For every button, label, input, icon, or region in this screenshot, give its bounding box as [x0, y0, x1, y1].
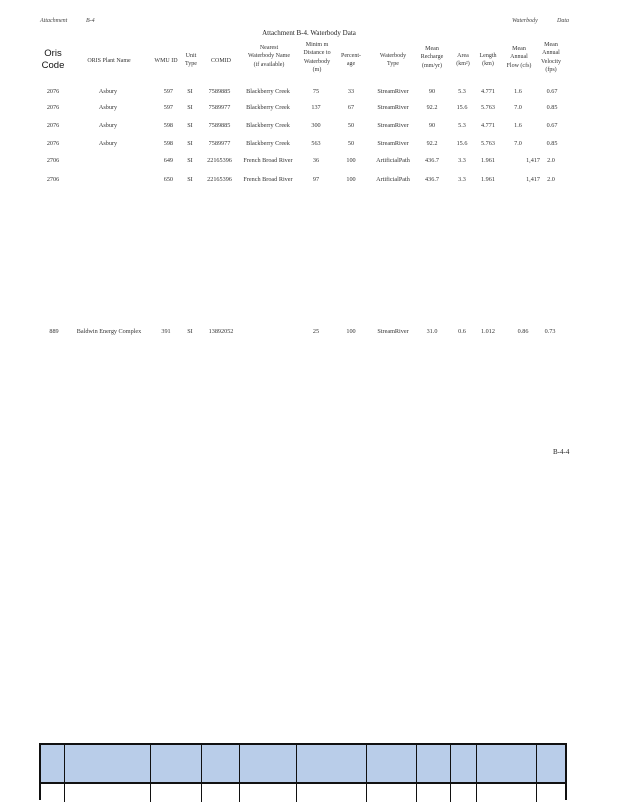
- grid-header-fill: [41, 745, 565, 784]
- cell-comid: 7589885: [208, 122, 231, 129]
- col-header-line: Velocity: [541, 58, 561, 65]
- header-data-word: Data: [557, 18, 569, 24]
- col-header-wtype: [370, 52, 416, 69]
- cell-dist: 75: [312, 88, 320, 95]
- cell-name: Blackberry Creek: [246, 88, 290, 95]
- cell-name: Blackberry Creek: [246, 104, 290, 111]
- cell-wmu: 597: [163, 88, 173, 95]
- col-header-line: Type: [185, 61, 197, 68]
- col-header-line: Mean: [512, 46, 526, 52]
- cell-name: Blackberry Creek: [246, 140, 290, 147]
- col-header-line: Percent-: [341, 53, 361, 59]
- cell-name: French Broad River: [243, 176, 293, 183]
- cell-oris: 2706: [46, 157, 60, 164]
- col-header-area: [452, 52, 474, 69]
- cell-unit: SI: [187, 176, 193, 183]
- col-header-flow: [503, 45, 535, 70]
- cell-wmu: 597: [163, 104, 173, 111]
- grid-divider: [476, 745, 477, 802]
- cell-flow: 1,417: [526, 157, 540, 164]
- cell-recharge: 436.7: [425, 176, 439, 183]
- cell-recharge: 31.0: [426, 328, 438, 335]
- cell-pct: 50: [347, 140, 355, 147]
- col-header-line: Nearest: [259, 45, 279, 51]
- cell-recharge: 436.7: [425, 157, 439, 164]
- cell-comid: 7589977: [208, 104, 231, 111]
- cell-dist: 97: [312, 176, 320, 183]
- col-header-line: (mm/yr): [422, 62, 442, 69]
- col-header-line: Area: [457, 53, 469, 59]
- cell-oris: 2076: [46, 88, 60, 95]
- cell-dist: 25: [312, 328, 320, 335]
- cell-pct: 67: [347, 104, 355, 111]
- col-header-line: Type: [387, 61, 399, 68]
- cell-flow: 1.6: [514, 122, 522, 129]
- col-header-comid: [206, 57, 236, 65]
- col-header-line: (fps): [545, 66, 557, 73]
- cell-wtype: StreamRiver: [377, 88, 409, 95]
- cell-plant: Asbury: [98, 122, 118, 129]
- cell-oris: 2706: [46, 176, 60, 183]
- grid-divider: [366, 745, 367, 802]
- col-header-line: Recharge: [420, 54, 444, 61]
- cell-wtype: StreamRiver: [377, 104, 409, 111]
- table-grid-stub: [39, 743, 567, 800]
- col-header-length: [476, 52, 500, 69]
- cell-pct: 100: [346, 328, 356, 335]
- cell-dist: 300: [311, 122, 321, 129]
- cell-vel: 2.0: [547, 157, 555, 164]
- col-header-nearest: [240, 44, 298, 69]
- cell-wmu: 391: [161, 328, 171, 335]
- col-header-velocity: [537, 41, 565, 74]
- col-header-oris-line: Oris: [44, 48, 62, 59]
- grid-divider: [450, 745, 451, 802]
- col-header-line: Waterbody: [303, 58, 331, 65]
- cell-vel: 0.67: [546, 122, 558, 129]
- grid-divider: [416, 745, 417, 802]
- cell-comid: 13892052: [208, 328, 234, 335]
- cell-pct: 100: [346, 157, 356, 164]
- cell-area: 0.6: [458, 328, 466, 335]
- cell-vel: 2.0: [547, 176, 555, 183]
- cell-unit: SI: [187, 140, 193, 147]
- cell-comid: 22165396: [207, 157, 232, 164]
- cell-length: 1.961: [481, 157, 495, 164]
- cell-plant: Asbury: [98, 104, 118, 111]
- cell-flow: 0.86: [517, 328, 529, 335]
- col-header-wmu: [150, 57, 182, 65]
- cell-pct: 100: [346, 176, 356, 183]
- grid-divider: [150, 745, 151, 802]
- cell-dist: 563: [311, 140, 321, 147]
- col-header-oris-code: [40, 48, 66, 72]
- cell-recharge: 92.2: [426, 140, 438, 147]
- cell-oris: 2076: [46, 122, 60, 129]
- cell-flow: 7.0: [514, 104, 522, 111]
- grid-divider: [536, 745, 537, 802]
- cell-unit: SI: [187, 328, 193, 335]
- header-waterbody-word: Waterbody: [512, 18, 538, 24]
- cell-length: 5.763: [481, 104, 495, 111]
- cell-recharge: 90: [428, 122, 436, 129]
- grid-divider: [296, 745, 297, 802]
- cell-vel: 0.67: [546, 88, 558, 95]
- cell-oris: 2076: [46, 140, 60, 147]
- cell-oris: 2076: [46, 104, 60, 111]
- grid-divider: [239, 745, 240, 802]
- col-header-line: Annual: [510, 54, 528, 61]
- col-header-line: Mean: [544, 42, 558, 48]
- cell-recharge: 92.2: [426, 104, 438, 111]
- cell-wmu: 650: [163, 176, 173, 183]
- page-number: B-4-4: [553, 448, 570, 456]
- cell-wmu: 598: [163, 140, 173, 147]
- col-header-line: Annual: [542, 50, 560, 57]
- col-header-line: Mean: [425, 46, 439, 52]
- cell-area: 3.3: [458, 157, 466, 164]
- cell-length: 5.763: [481, 140, 495, 147]
- cell-area: 3.3: [458, 176, 466, 183]
- col-header-line: (if available): [253, 61, 285, 68]
- cell-wtype: StreamRiver: [377, 328, 409, 335]
- cell-unit: SI: [187, 122, 193, 129]
- cell-flow: 1,417: [526, 176, 540, 183]
- cell-area: 15.6: [456, 140, 468, 147]
- cell-length: 4.771: [481, 88, 495, 95]
- col-header-line: (m): [312, 66, 322, 73]
- col-header-recharge: [416, 45, 448, 70]
- col-header-line: COMID: [210, 58, 231, 64]
- cell-vel: 0.85: [546, 140, 558, 147]
- cell-pct: 50: [347, 122, 355, 129]
- col-header-line: (km): [482, 61, 494, 68]
- col-header-line: Waterbody: [379, 53, 407, 59]
- cell-flow: 1.6: [514, 88, 522, 95]
- cell-wtype: StreamRiver: [377, 140, 409, 147]
- cell-name: Blackberry Creek: [246, 122, 290, 129]
- cell-wmu: 649: [163, 157, 173, 164]
- cell-vel: 0.73: [544, 328, 556, 335]
- cell-unit: SI: [187, 88, 193, 95]
- col-header-plant: [78, 57, 140, 65]
- cell-area: 5.3: [458, 88, 466, 95]
- col-header-line: age: [346, 61, 356, 68]
- table-title: Attachment B-4. Waterbody Data: [262, 29, 356, 37]
- col-header-line: Minim m: [305, 42, 329, 48]
- cell-length: 1.961: [481, 176, 495, 183]
- cell-unit: SI: [187, 157, 193, 164]
- col-header-percent: [337, 52, 365, 69]
- col-header-distance: [298, 41, 336, 74]
- grid-divider: [201, 745, 202, 802]
- cell-comid: 7589977: [208, 140, 231, 147]
- cell-plant: Baldwin Energy Complex: [76, 328, 142, 335]
- col-header-line: Distance to: [303, 50, 331, 57]
- cell-wtype: ArtificialPath: [376, 176, 410, 183]
- cell-comid: 7589885: [208, 88, 231, 95]
- col-header-unit: [182, 52, 200, 69]
- cell-comid: 22165396: [207, 176, 232, 183]
- cell-vel: 0.85: [546, 104, 558, 111]
- cell-wtype: StreamRiver: [377, 122, 409, 129]
- col-header-oris-line: Code: [41, 60, 65, 71]
- col-header-line: Length: [479, 53, 497, 59]
- cell-wtype: ArtificialPath: [376, 157, 410, 164]
- cell-oris: 889: [49, 328, 59, 335]
- cell-length: 4.771: [481, 122, 495, 129]
- cell-area: 5.3: [458, 122, 466, 129]
- col-header-line: ORIS Plant Name: [87, 58, 131, 64]
- cell-name: French Broad River: [243, 157, 293, 164]
- col-header-line: WMU ID: [154, 58, 178, 64]
- col-header-line: Flow (cfs): [506, 62, 532, 69]
- cell-dist: 36: [312, 157, 320, 164]
- col-header-line: Unit: [185, 53, 197, 59]
- cell-area: 15.6: [456, 104, 468, 111]
- cell-plant: Asbury: [98, 88, 118, 95]
- cell-flow: 7.0: [514, 140, 522, 147]
- cell-recharge: 90: [428, 88, 436, 95]
- cell-plant: Asbury: [98, 140, 118, 147]
- cell-length: 1.012: [481, 328, 495, 335]
- cell-wmu: 598: [163, 122, 173, 129]
- cell-unit: SI: [187, 104, 193, 111]
- grid-divider: [64, 745, 65, 802]
- col-header-line: (km²): [456, 61, 470, 68]
- cell-pct: 33: [347, 88, 355, 95]
- header-attachment-ref: B-4: [86, 18, 95, 24]
- col-header-line: Waterbody Name: [248, 53, 290, 60]
- cell-dist: 137: [311, 104, 321, 111]
- header-attachment-label: Attachment: [40, 18, 68, 24]
